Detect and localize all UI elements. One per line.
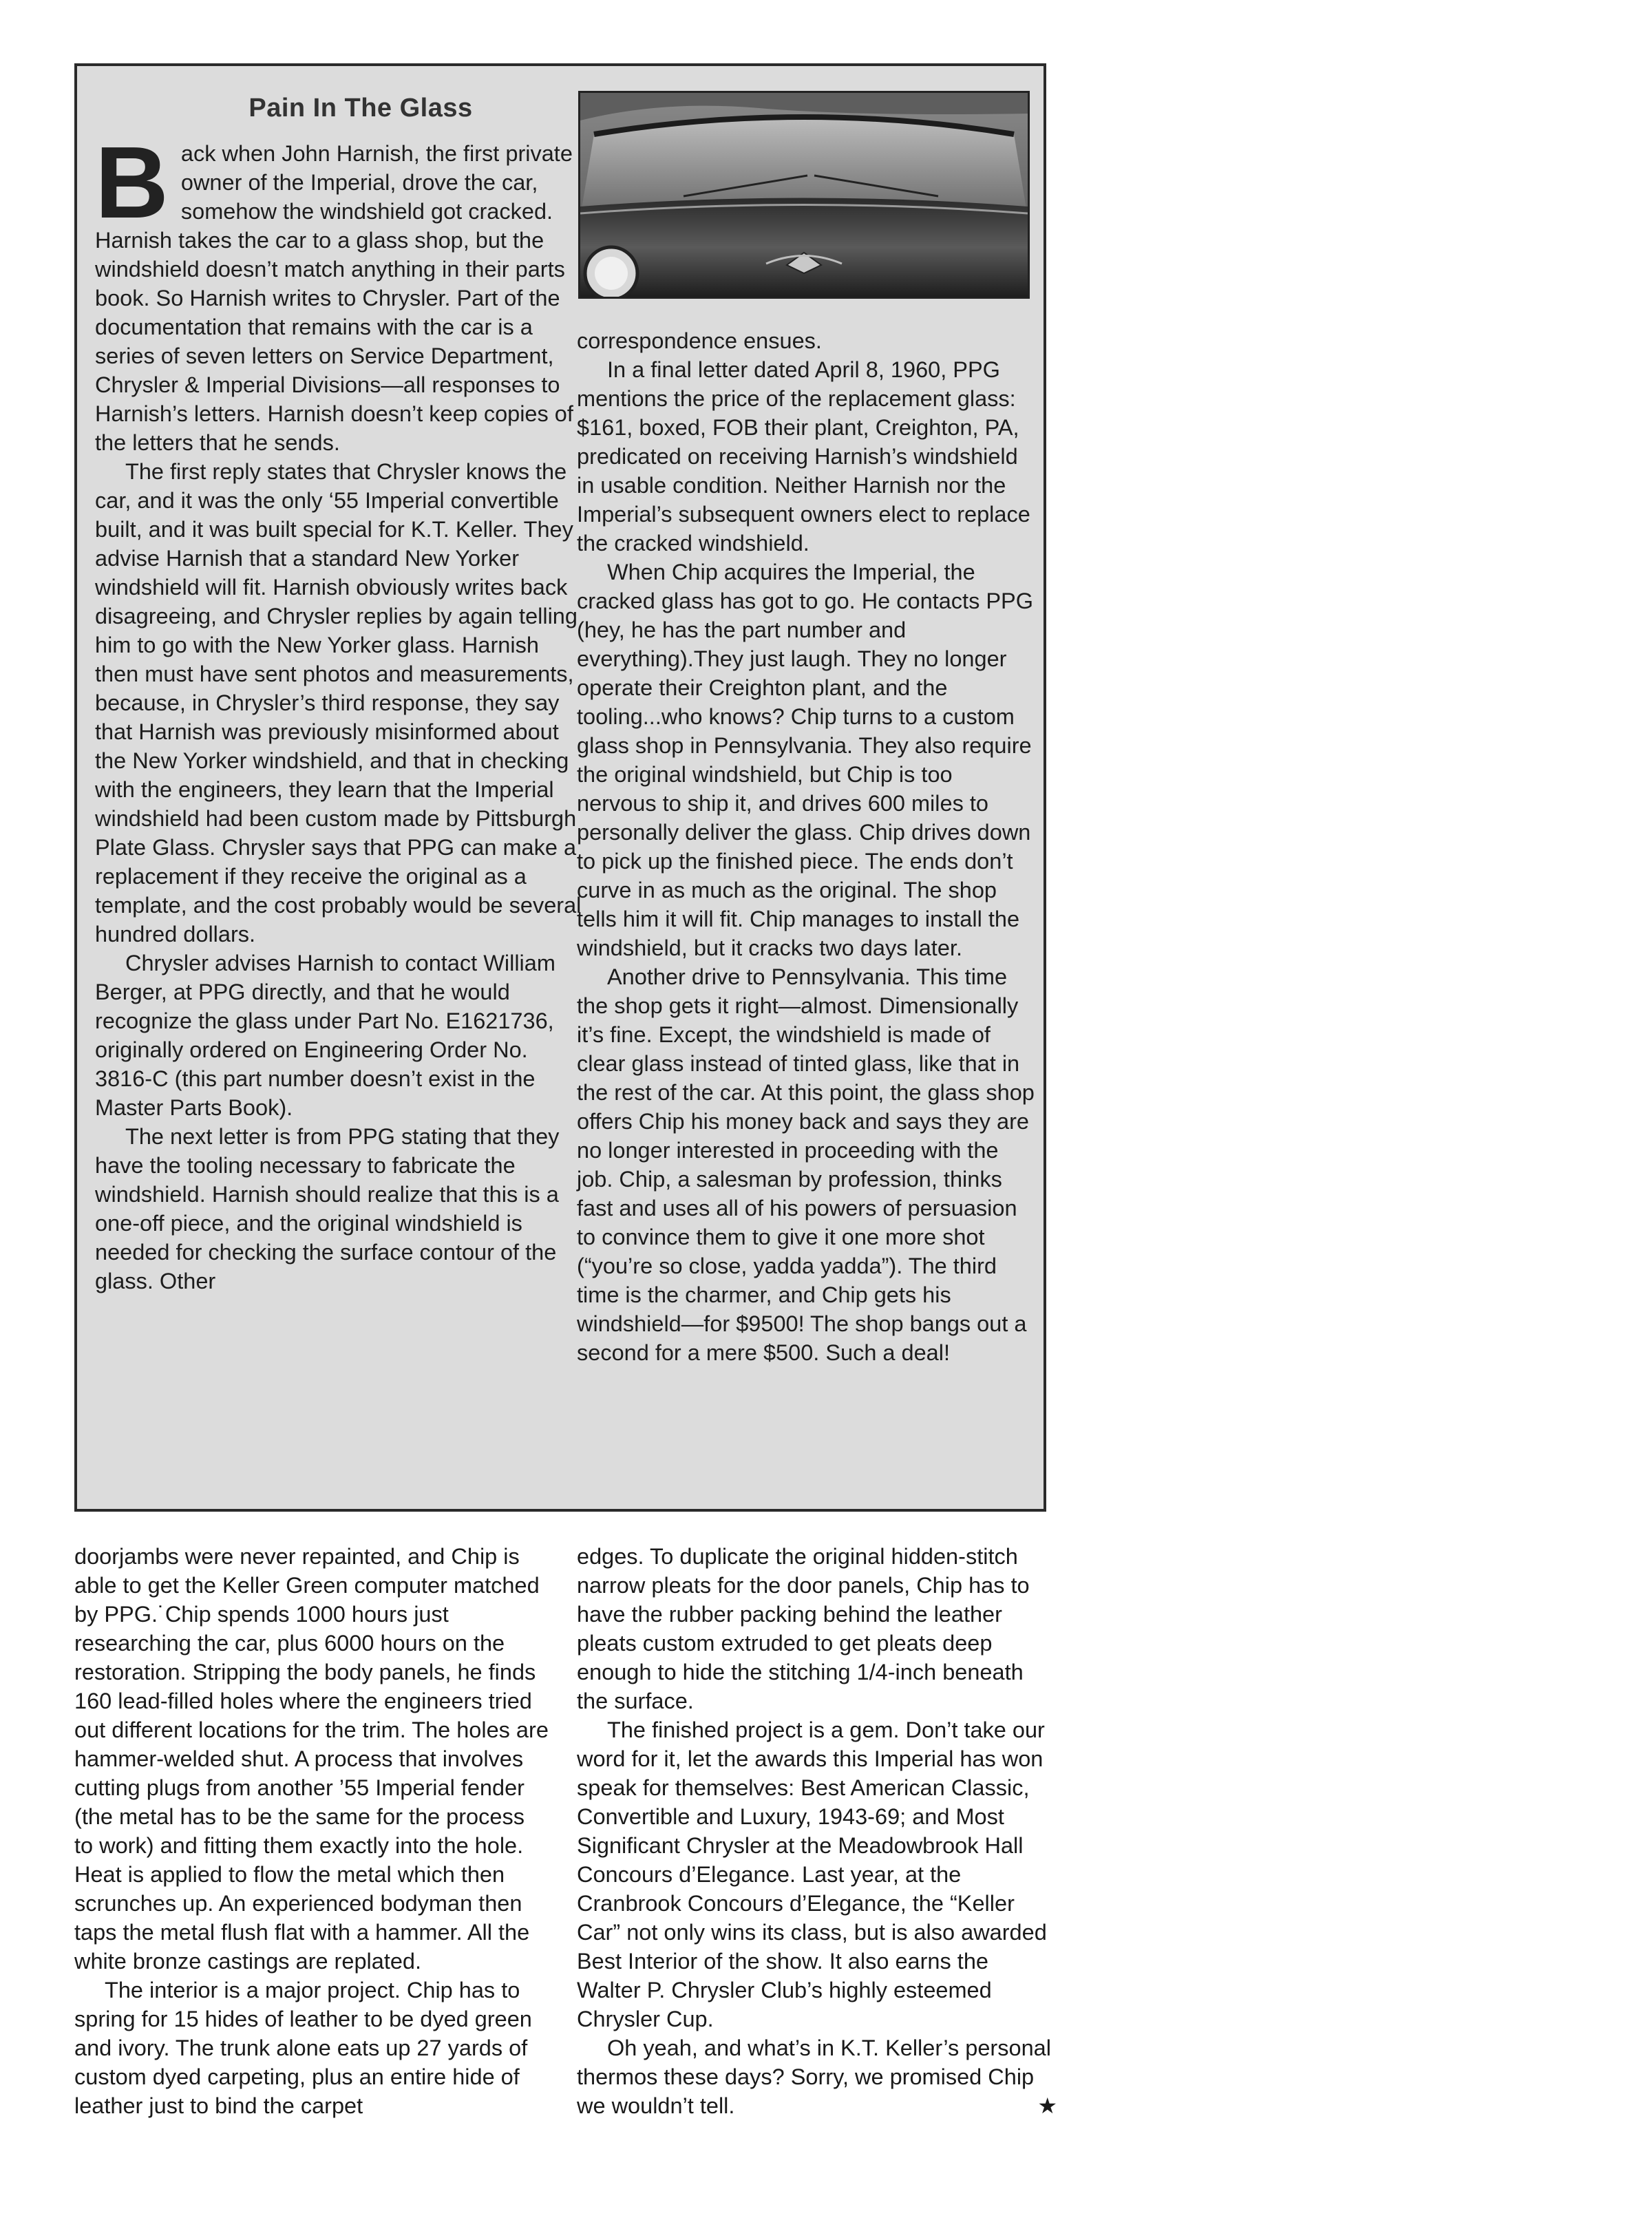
sidebar-box [74,63,1046,1512]
closing-text: Oh yeah, and what’s in K.T. Keller’s personal thermos these days? Sorry, we promised Chip we wouldn’t tell. [577,2036,1051,2118]
sidebar-paragraph: The first reply states that Chrysler knows the car, and it was the only ‘55 Imperial convertible built, and it was built special for K.T. Keller. They advise Harnish that a standard New Yorker windshield will fit. Harnish obviously writes back disagreeing, and Chrysler replies by again telling him to go with the New Yorker glass. Harnish then must have sent photos and measurements, because, in Chrysler’s third response, they say that Harnish was previously misinformed about the New Yorker windshield, and that in checking with the engineers, they learn that the Imperial windshield had been custom made by Pittsburgh Plate Glass. Chrysler says that PPG can make a replacement if they receive the original as a template, and the cost probably would be several hundred dollars. [95,459,582,947]
article-paragraph: edges. To duplicate the original hidden-stitch narrow pleats for the door panels, Chip has to have the rubber packing behind the leather pleats custom extruded to get pleats deep enough to hide the stitching 1/4-inch beneath the surface. [577,1544,1030,1713]
article-paragraph: doorjambs were never repainted, and Chip is able to get the Keller Green computer matched by PPG.˙Chip spends 1000 hours just researching the car, plus 6000 hours on the restoration. Stripping the body panels, he finds 160 lead-filled holes where the engineers tried out different locations for the trim. The holes are hammer-welded shut. A process that involves cutting plugs from another ’55 Imperial fender (the metal has to be the same for the process to work) and fitting them exactly into the hole. Heat is applied to flow the metal which then scrunches up. An experienced bodyman then taps the metal flush flat with a hammer. All the white bronze castings are replated. [74,1544,549,1974]
sidebar-paragraph: In a final letter dated April 8, 1960, PPG mentions the price of the replacement glass: $161, boxed, FOB their plant, Creighton, PA, predicated on receiving Harnish’s windshield in usable condition. Neither Harnish nor the Imperial’s subsequent owners elect to replace the cracked windshield. [577,357,1030,556]
article-paragraph: The finished project is a gem. Don’t take our word for it, let the awards this Imperial has won speak for themselves: Best American Classic, Convertible and Luxury, 1943-69; and Most Significant Chrysler at the Meadowbrook Hall Concours d’Elegance. Last year, at the Cranbrook Concours d’Elegance, the “Keller Car” not only wins its class, but is also awarded Best Interior of the show. It also earns the Walter P. Chrysler Club’s highly esteemed Chrysler Cup. [577,1717,1047,2031]
car-photo-image [580,93,1028,297]
sidebar-paragraph: When Chip acquires the Imperial, the cracked glass has got to go. He contacts PPG (hey, he has the part number and everything).They just laugh. They no longer operate their Creighton plant, and the tooling...who knows? Chip turns to a custom glass shop in Pennsylvania. They also require the original windshield, but Chip is too nervous to ship it, and drives 600 miles to personally deliver the glass. Chip drives down to pick up the finished piece. The ends don’t curve in as much as the original. The shop tells him it will fit. Chip manages to install the windshield, but it cracks two days later. [577,560,1033,960]
article-closing-paragraph [577,2033,1057,2120]
sidebar-paragraph: Chrysler advises Harnish to contact William Berger, at PPG directly, and that he would recognize the glass under Part No. E1621736, originally ordered on Engineering Order No. 3816-C (this part number doesn’t exist in the Master Parts Book). [95,951,555,1120]
sidebar-paragraph: Another drive to Pennsylvania. This time the shop gets it right—almost. Dimensionally it’s fine. Except, the windshield is made of clear glass instead of tinted glass, like that in the rest of the car. At this point, the glass shop offers Chip his money back and says they are no longer interested in proceeding with the job. Chip, a salesman by profession, thinks fast and uses all of his powers of persuasion to convince them to give it one more shot (“you’re so close, yadda yadda”). The third time is the charmer, and Chip gets his windshield—for $9500! The shop bangs out a second for a mere $500. Such a deal! [577,964,1035,1365]
sidebar-paragraph: The next letter is from PPG stating that they have the tooling necessary to fabricate the windshield. Harnish should realize that this is a one-off piece, and the original windshield is needed for checking the surface contour of the glass. Other [95,1124,560,1293]
lead-text: ack when John Harnish, the first private owner of the Imperial, drove the car, somehow the windshield got cracked. Harnish takes the car to a glass shop, but the windshield doesn’t match anything in their parts book. So Harnish writes to Chrysler. Part of the documentation that remains with the car is a series of seven letters on Service Department, Chrysler & Imperial Divisions—all responses to Harnish’s letters. Harnish doesn’t keep copies of the letters that he sends. [95,141,573,455]
sidebar-paragraph: correspondence ensues. [577,328,822,353]
article-left-column [74,1542,549,2120]
sidebar-title: Pain In The Glass [248,94,473,123]
end-mark-star-icon: ★ [1037,2093,1057,2118]
drop-cap: B [95,126,169,240]
sidebar-right-column [577,326,1038,1367]
sidebar-lead-paragraph [95,126,585,457]
article-paragraph: The interior is a major project. Chip has to spring for 15 hides of leather to be dyed green and ivory. The trunk alone eats up 27 yards of custom dyed carpeting, plus an entire hide of leather just to bind the carpet [74,1978,532,2118]
car-photo [578,91,1030,299]
article-right-column [577,1542,1057,2120]
sidebar-left-column [95,91,585,1296]
